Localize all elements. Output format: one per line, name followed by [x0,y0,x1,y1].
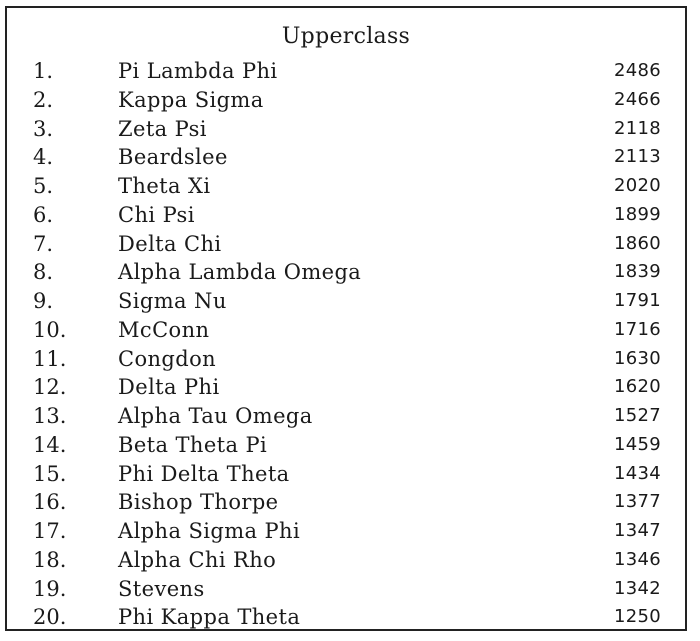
table-title: Upperclass [281,24,411,49]
name-cell: Chi Psi [118,202,195,227]
score-cell: 1347 [613,520,661,541]
table-row [7,603,685,632]
rank-cell: 14. [33,432,67,457]
score-cell: 2466 [613,88,661,110]
table-row [7,143,685,172]
table-row [7,488,685,517]
score-cell: 1250 [613,606,661,628]
score-cell: 1527 [613,405,661,426]
score-cell: 1434 [613,462,661,484]
rank-cell: 9. [33,289,54,313]
score-cell: 2118 [613,117,661,139]
table-row [7,57,685,86]
rank-cell: 5. [33,174,54,198]
score-cell: 1839 [613,261,661,283]
rank-cell: 11. [33,346,67,371]
name-cell: Beta Theta Pi [118,432,268,457]
rank-cell: 15. [33,461,67,486]
rank-cell: 13. [33,404,67,428]
table-row [7,287,685,316]
name-cell: Congdon [118,346,217,371]
table-row [7,373,685,402]
table-row [7,517,685,546]
score-cell: 1377 [613,491,661,513]
score-cell: 1630 [613,347,661,369]
table-row [7,345,685,374]
name-cell: Zeta Psi [118,116,207,141]
name-cell: Alpha Sigma Phi [118,519,301,543]
name-cell: Delta Chi [118,231,222,256]
table-row [7,172,685,201]
name-cell: Pi Lambda Phi [118,59,278,83]
rank-cell: 6. [33,202,54,227]
table-row [7,86,685,115]
score-cell: 1342 [613,577,661,599]
name-cell: Bishop Thorpe [118,490,279,515]
score-cell: 1860 [613,232,661,254]
rank-cell: 12. [33,375,67,400]
score-cell: 2113 [613,146,661,168]
score-cell: 1459 [613,433,661,455]
name-cell: Sigma Nu [118,289,227,313]
score-cell: 1899 [613,203,661,225]
score-cell: 1716 [613,318,661,340]
table-row [7,258,685,287]
name-cell: Alpha Lambda Omega [118,260,362,285]
rank-cell: 20. [33,605,67,630]
score-cell: 1620 [613,376,661,398]
table-row [7,115,685,144]
name-cell: McConn [118,317,210,342]
name-cell: Beardslee [118,145,228,170]
rank-cell: 10. [33,317,67,342]
table-row [7,575,685,604]
rank-cell: 18. [33,547,67,572]
name-cell: Stevens [118,576,205,601]
rank-cell: 8. [33,260,54,285]
name-cell: Phi Delta Theta [118,461,290,486]
name-cell: Theta Xi [118,174,211,198]
name-cell: Alpha Tau Omega [118,404,313,428]
score-cell: 1346 [613,548,661,570]
rank-cell: 1. [33,59,54,83]
rankings-table [5,6,687,631]
rank-cell: 3. [33,116,54,141]
rank-cell: 16. [33,490,67,515]
score-cell: 1791 [613,290,661,311]
table-row [7,201,685,230]
rank-cell: 17. [33,519,67,543]
table-row [7,230,685,259]
table-row [7,316,685,345]
table-row [7,431,685,460]
table-row [7,546,685,575]
score-cell: 2020 [613,175,661,196]
score-cell: 2486 [613,60,661,81]
name-cell: Delta Phi [118,375,220,400]
name-cell: Alpha Chi Rho [118,547,277,572]
rank-cell: 19. [33,576,67,601]
table-row [7,460,685,489]
rank-cell: 4. [33,145,54,170]
table-row [7,402,685,431]
rank-cell: 7. [33,231,54,256]
rank-cell: 2. [33,87,54,112]
name-cell: Kappa Sigma [118,87,264,112]
name-cell: Phi Kappa Theta [118,605,301,630]
table-body [7,57,685,632]
